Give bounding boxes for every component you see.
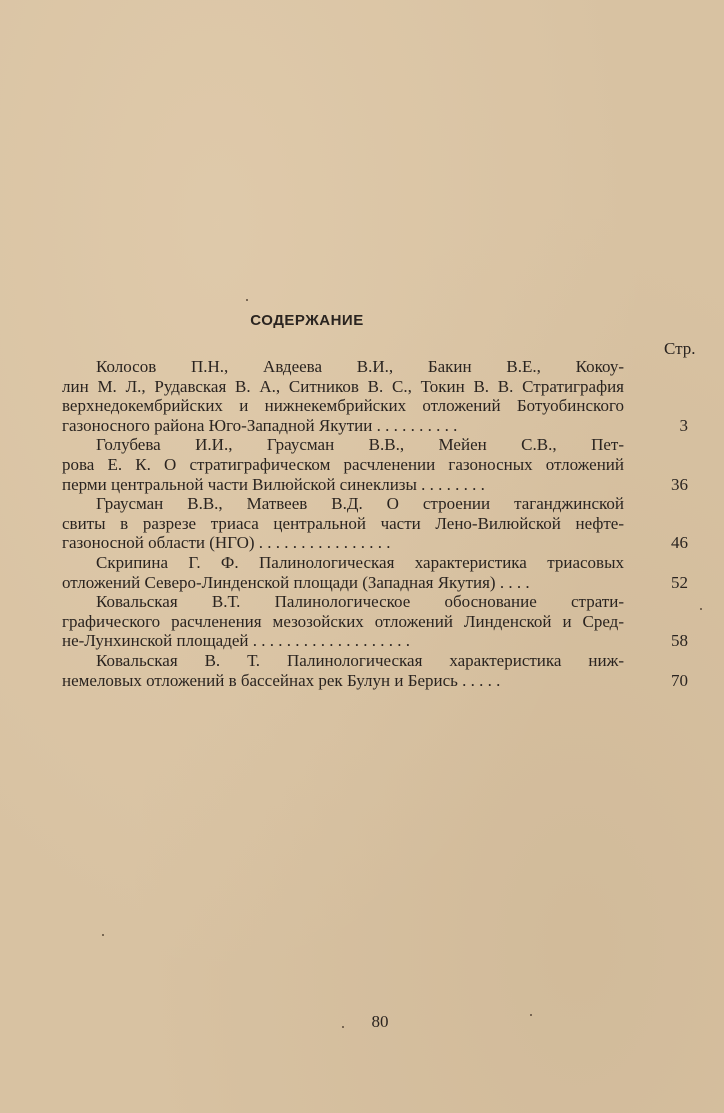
toc-entry-line (62, 612, 688, 632)
toc-entry-text: свиты в разрезе триаса центральной части Лено-Вилюйской нефте- (62, 513, 624, 533)
contents-heading: СОДЕРЖАНИЕ (250, 312, 364, 329)
toc-entry-text: графического расчленения мезозойских отложений Линденской и Сред- (62, 611, 624, 631)
toc-entry-text: Колосов П.Н., Авдеева В.И., Бакин В.Е., Кокоу- (96, 357, 624, 376)
toc-entry-text: Скрипина Г. Ф. Палинологическая характеристика триасовых (96, 552, 624, 572)
toc-entry-line (62, 357, 688, 377)
toc-page-number: 52 (671, 572, 688, 592)
toc-page-number: 46 (671, 533, 688, 553)
page-column-label: Стр. (664, 339, 696, 358)
page-number: 80 (371, 1012, 389, 1031)
paper-speck (246, 299, 248, 301)
toc-entry-line (62, 514, 688, 534)
paper-speck (700, 608, 702, 610)
toc-page-number: 58 (671, 631, 688, 651)
paper-speck (342, 1026, 344, 1028)
toc-entry-text: не-Лунхинской площадей . . . . . . . . . . . . . . . . . . . (62, 631, 411, 651)
toc-entry-line (62, 631, 688, 651)
toc-entry-text: газоносной области (НГО) . . . . . . . . . . . . . . . . (62, 533, 391, 553)
toc-entry-line (62, 435, 688, 455)
toc-entry-text: перми центральной части Вилюйской синеклизы . . . . . . . . (62, 474, 485, 494)
toc-entry-text: верхнедокембрийских и нижнекембрийских отложений Ботуобинского (62, 396, 624, 416)
toc-entry-line (62, 455, 688, 475)
toc-page-number: 70 (671, 670, 688, 690)
toc-entry-line (62, 573, 688, 593)
table-of-contents (62, 357, 688, 690)
toc-entry-line (62, 651, 688, 671)
toc-entry-line (62, 553, 688, 573)
toc-entry-text: Голубева И.И., Граусман В.В., Мейен С.В., Пет- (96, 435, 624, 455)
toc-page-number: 3 (679, 415, 688, 435)
toc-entry-line (62, 396, 688, 416)
toc-entry-text: Ковальская В. Т. Палинологическая характеристика ниж- (96, 650, 624, 670)
toc-entry-text: газоносного района Юго-Западной Якутии . . . . . . . . . . (62, 415, 458, 435)
toc-entry-line (62, 671, 688, 691)
toc-entry-text: Граусман В.В., Матвеев В.Д. О строении таганджинской (96, 494, 624, 514)
toc-entry-line (62, 592, 688, 612)
toc-entry-text: лин М. Л., Рудавская В. А., Ситников В. С., Токин В. В. Стратиграфия (62, 376, 624, 396)
toc-entry-line (62, 533, 688, 553)
toc-entry-text: немеловых отложений в бассейнах рек Булун и Берись . . . . . (62, 670, 501, 690)
paper-speck (530, 1014, 532, 1016)
toc-entry-text: отложений Северо-Линденской площади (Западная Якутия) . . . . (62, 572, 530, 592)
toc-entry-line (62, 416, 688, 436)
toc-entry-text: Ковальская В.Т. Палинологическое обоснование страти- (96, 592, 624, 612)
toc-entry-line (62, 377, 688, 397)
toc-entry-text: рова Е. К. О стратиграфическом расчленении газоносных отложений (62, 454, 624, 474)
toc-entry-line (62, 494, 688, 514)
toc-page-number: 36 (671, 474, 688, 494)
paper-speck (102, 934, 104, 936)
toc-entry-line (62, 475, 688, 495)
